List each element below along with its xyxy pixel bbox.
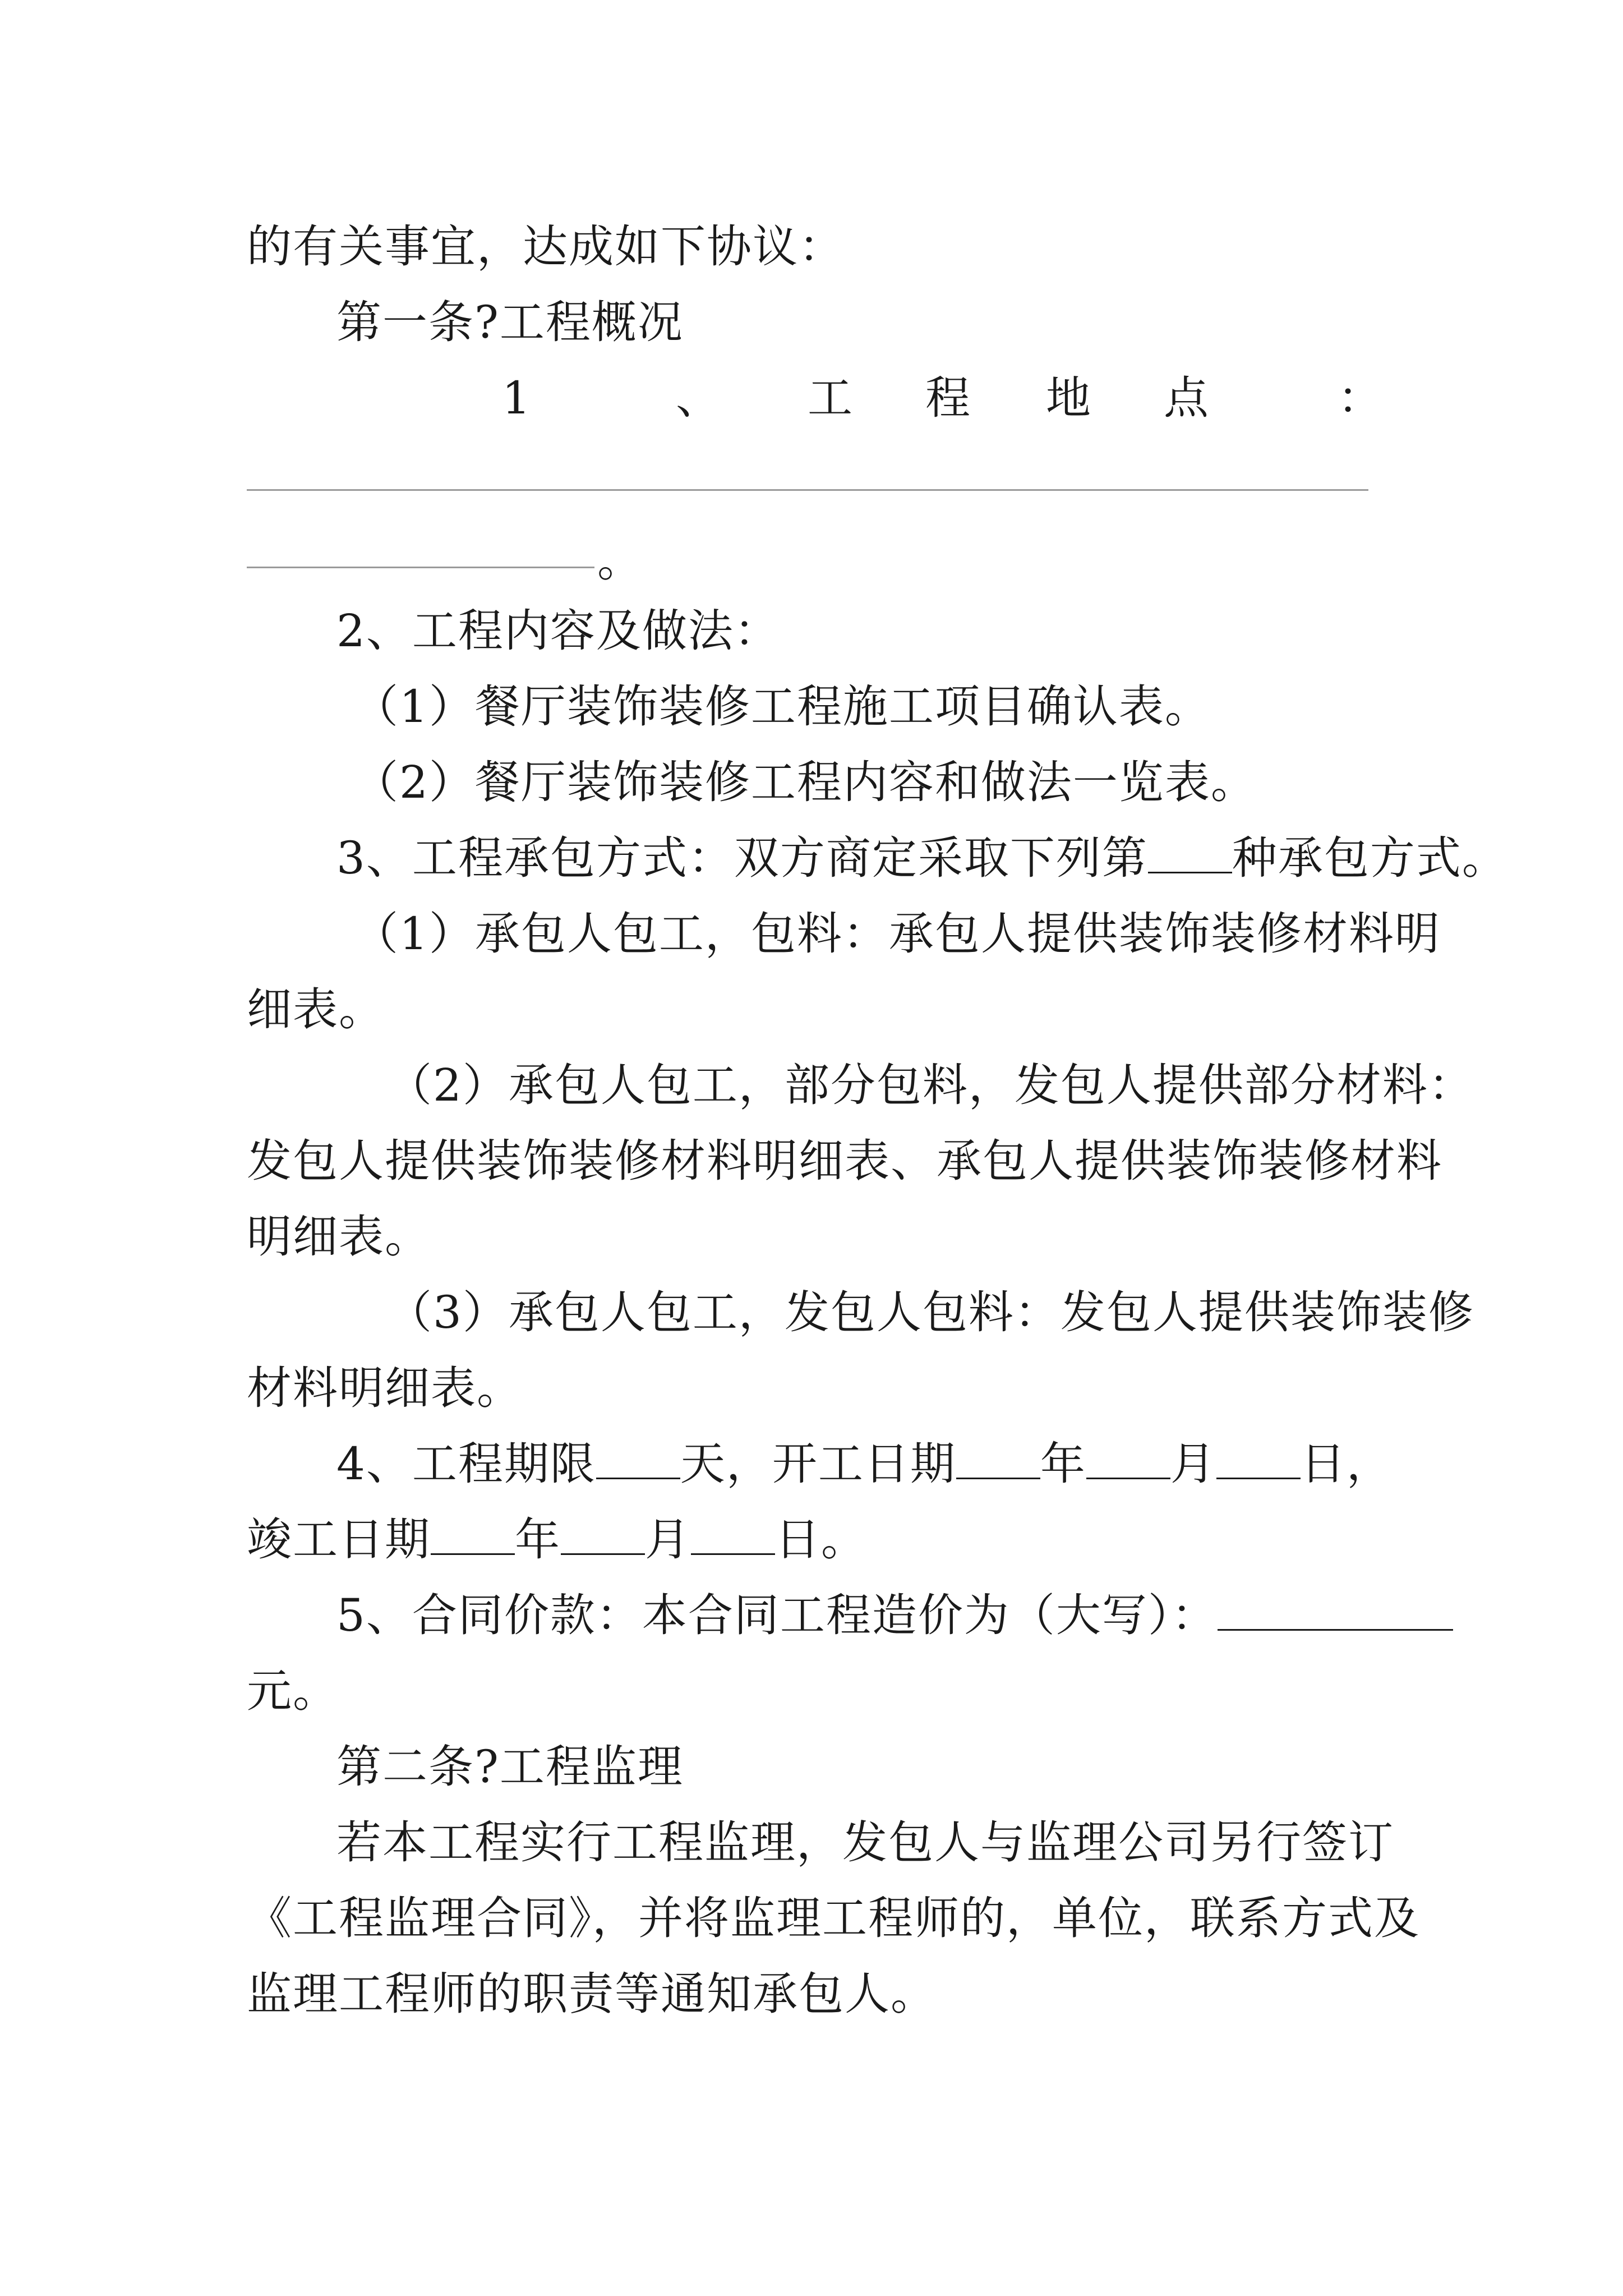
paragraph-line: （3）承包人包工，发包人包料：发包人提供装饰装修: [387, 1286, 1474, 1338]
article-1-heading: 第一条?工程概况: [336, 296, 684, 348]
text-segment: 月: [645, 1513, 691, 1566]
text-segment: 4、工程期限: [336, 1438, 596, 1490]
paragraph-line: 元。: [247, 1665, 339, 1717]
paragraph-line: [336, 1436, 1481, 1492]
project-location-line: [247, 370, 1391, 426]
spread-char: 工: [808, 372, 854, 424]
paragraph-line: [247, 1512, 1391, 1568]
text-segment: 竣工日期: [247, 1513, 431, 1566]
paragraph-line: 发包人提供装饰装修材料明细表、承包人提供装饰装修材料: [247, 1135, 1442, 1187]
paragraph-line: 。: [597, 535, 643, 587]
paragraph-line: 若本工程实行工程监理，发包人与监理公司另行签订: [336, 1816, 1394, 1869]
fill-in-rule: [247, 489, 1368, 491]
paragraph-line: 细表。: [247, 983, 385, 1036]
fill-in-blank: [596, 1438, 680, 1479]
fill-in-rule: [247, 567, 594, 568]
paragraph-line: 《工程监理合同》，并将监理工程师的，单位，联系方式及: [247, 1892, 1420, 1944]
spread-char: ：: [1338, 372, 1384, 424]
fill-in-blank: [1216, 1438, 1301, 1479]
fill-in-blank: [956, 1438, 1040, 1479]
fill-in-blank: [1086, 1438, 1170, 1479]
text-segment: 种承包方式。: [1232, 832, 1508, 884]
article-2-heading: 第二条?工程监理: [336, 1741, 684, 1793]
paragraph-line: （2）承包人包工，部分包料，发包人提供部分材料：: [387, 1059, 1474, 1111]
text-segment: 日，: [1300, 1438, 1393, 1490]
text-segment: 月: [1170, 1438, 1216, 1490]
text-segment: 5、合同价款：本合同工程造价为（大写）：: [336, 1589, 1218, 1641]
paragraph-line: 监理工程师的职责等通知承包人。: [247, 1968, 937, 2020]
spread-char: 程: [925, 372, 971, 424]
text-segment: 日。: [775, 1513, 867, 1566]
fill-in-blank: [561, 1514, 645, 1555]
paragraph-line: （2）餐厅装饰装修工程内容和做法一览表。: [353, 756, 1257, 808]
fill-in-blank: [691, 1514, 775, 1555]
fill-in-blank: [431, 1514, 515, 1555]
paragraph-line: 的有关事宜，达成如下协议：: [247, 220, 845, 273]
paragraph-line: （1）餐厅装饰装修工程施工项目确认表。: [353, 680, 1211, 733]
spread-char: 点: [1164, 372, 1210, 424]
paragraph-line: [336, 830, 1508, 886]
paragraph-line: 2、工程内容及做法：: [336, 605, 780, 657]
paragraph-line: 明细表。: [247, 1211, 431, 1263]
paragraph-line: [336, 1588, 1481, 1644]
spread-char: 1: [502, 372, 532, 424]
spread-char: 、: [676, 372, 722, 424]
spread-char: 地: [1046, 372, 1092, 424]
paragraph-line: 材料明细表。: [247, 1362, 523, 1414]
document-page: [247, 0, 1508, 2296]
text-segment: 年: [515, 1513, 561, 1566]
fill-in-blank: [1148, 832, 1232, 873]
paragraph-line: （1）承包人包工，包料：承包人提供装饰装修材料明: [353, 908, 1441, 960]
text-segment: 年: [1040, 1438, 1086, 1490]
text-segment: 天，开工日期: [680, 1438, 956, 1490]
fill-in-blank: [1218, 1590, 1453, 1631]
text-segment: 3、工程承包方式：双方商定采取下列第: [336, 832, 1148, 884]
